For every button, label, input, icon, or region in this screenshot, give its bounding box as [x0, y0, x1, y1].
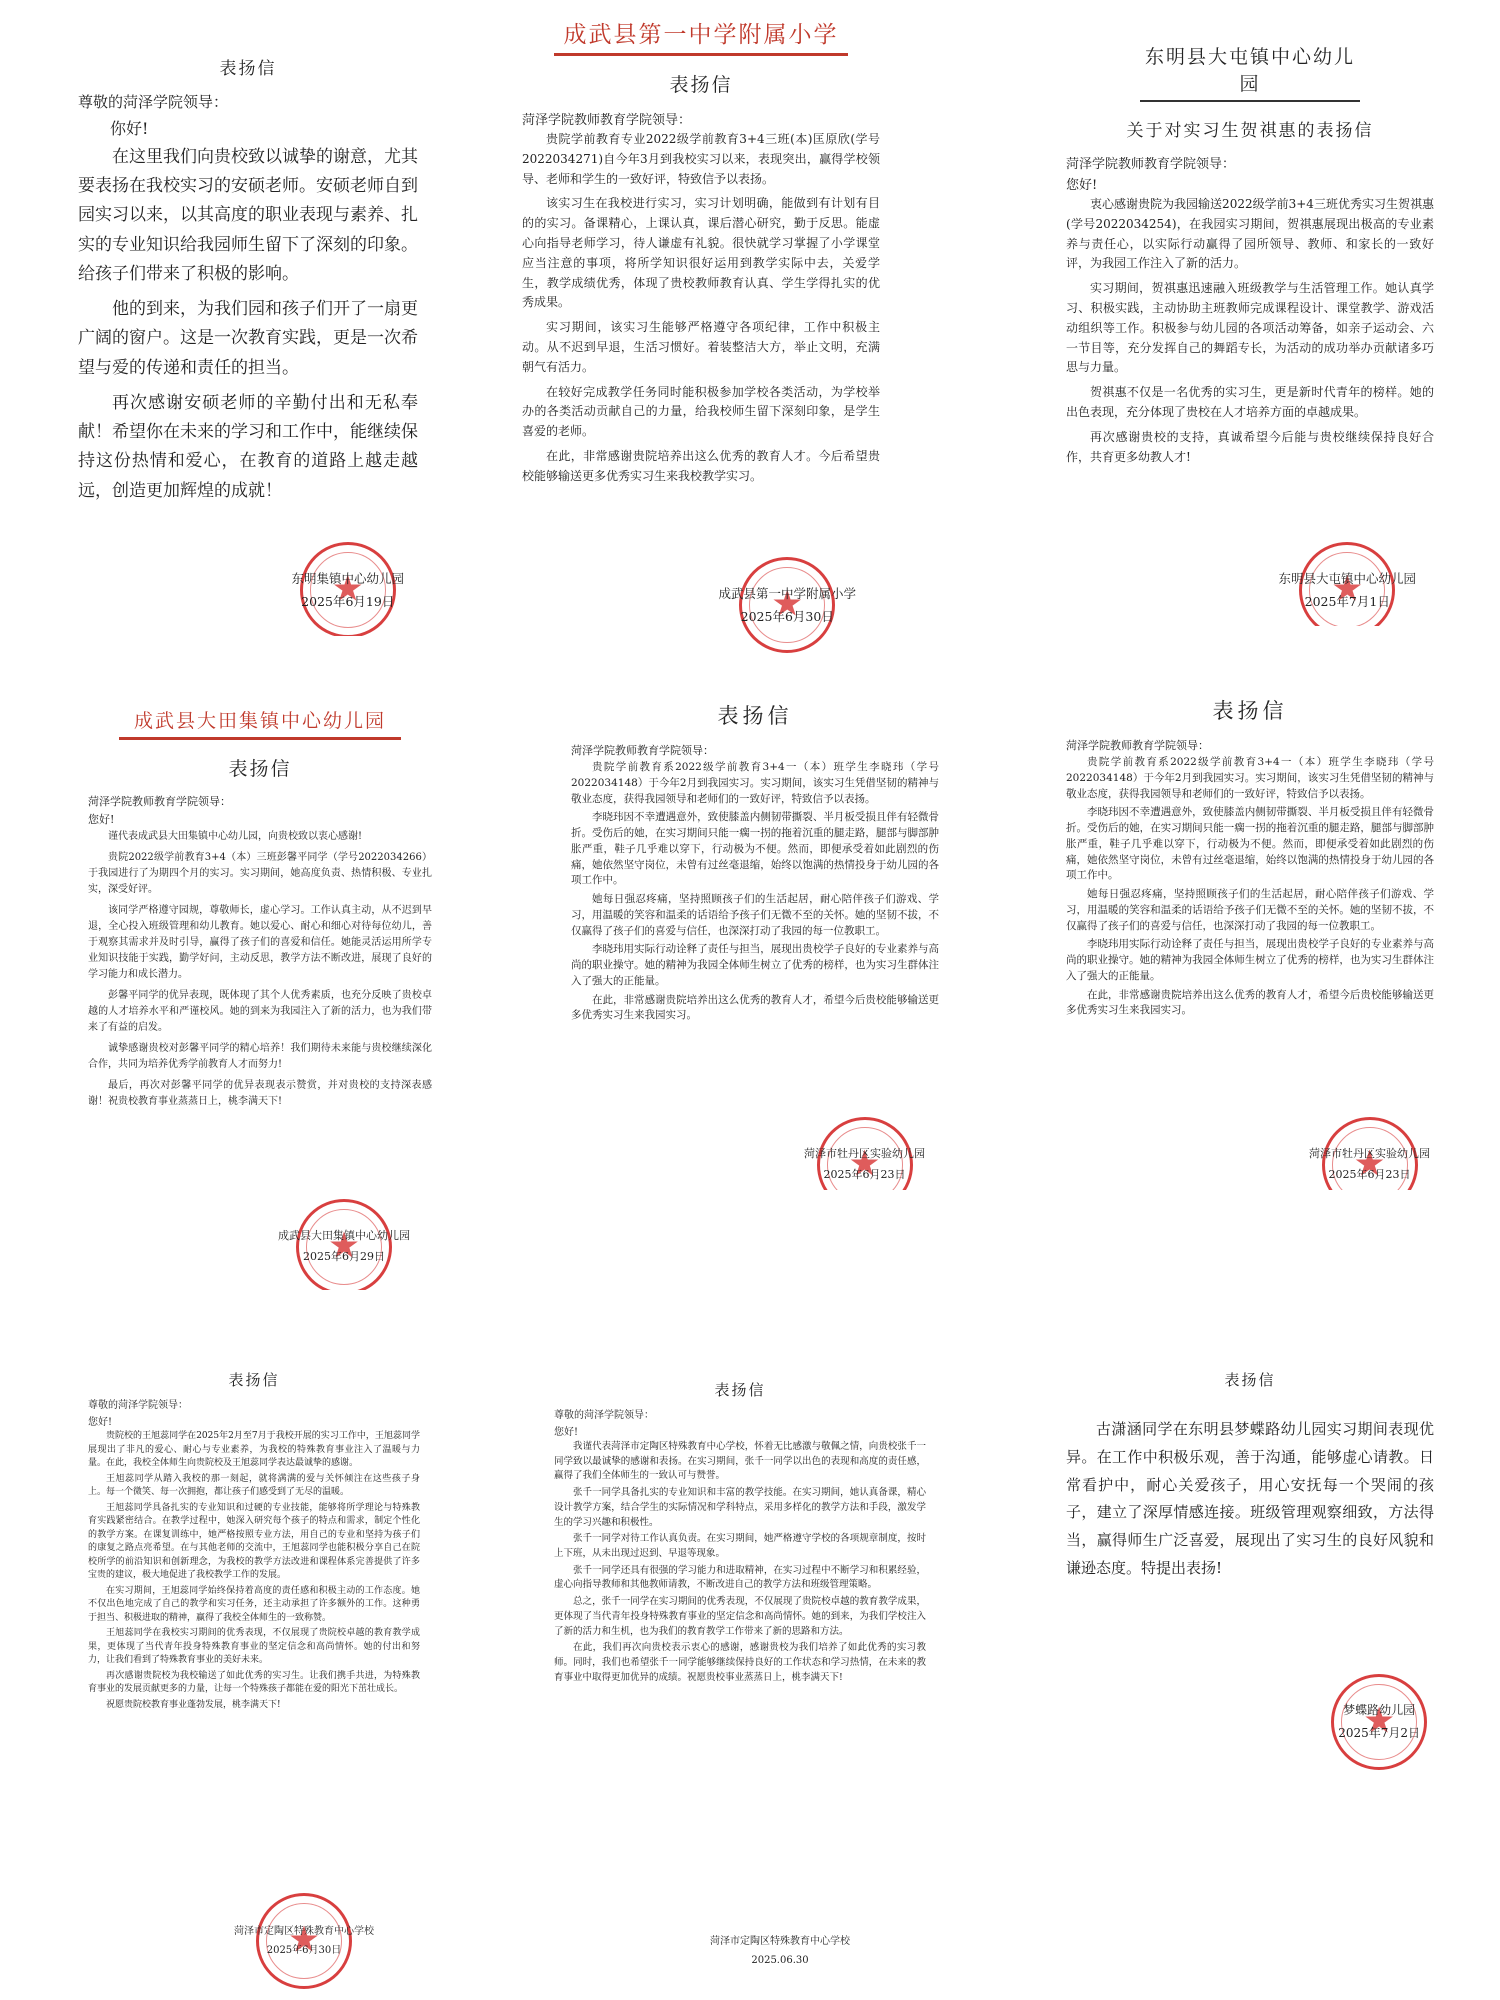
letter-body: [88, 1430, 420, 1712]
letter-paragraph: 李晓玮因不幸遭遇意外，致使膝盖内侧韧带撕裂、半月板受损且伴有轻微骨折。受伤后的她，在实习期间只能一瘸一拐的拖着沉重的腿走路，腿部与脚部肿胀严重，鞋子几乎难以穿下，行动极为不便。然而，即便承受着如此剧烈的伤痛，她依然坚守岗位，未曾有过丝毫退缩，始终以饱满的热情投身于幼儿园的各项工作中。: [571, 811, 939, 887]
letter-date: 2025年7月2日: [1338, 1726, 1420, 1741]
letterhead: 成武县第一中学附属小学: [554, 16, 848, 56]
letter-paragraph: 在这里我们向贵校致以诚挚的谢意，尤其要表扬在我校实习的安硕老师。安硕老师自到园实习以来，以其高度的职业表现与素养、扎实的专业知识给我园师生留下了深刻的印象。给孩子们带来了积极的影响。: [78, 147, 418, 284]
letter-title: 表扬信: [1224, 1371, 1276, 1389]
letter-signature: 菏泽市牡丹区实验幼儿园: [1309, 1147, 1430, 1161]
letter-signature-block: [234, 1922, 374, 1960]
letter-greeting: 您好!: [554, 1427, 579, 1438]
letter-paragraph: 实习期间，该实习生能够严格遵守各项纪律，工作中积极主动。从不迟到早退，生活习惯好。着装整洁大方，举止文明，充满朝气有活力。: [522, 320, 880, 374]
letter-paragraph: 实习期间，贺祺惠迅速融入班级教学与生活管理工作。她认真学习、积极实践，主动协助主班教师完成课程设计、课堂教学、游戏活动组织等工作。积极参与幼儿园的各项活动筹备，如亲子运动会、六一节目等，充分发挥自己的舞蹈专长，为活动的成功举办贡献诸多巧思与力量。: [1066, 281, 1434, 375]
letter-title: 表扬信: [717, 704, 793, 728]
letter-title: 表扬信: [228, 1371, 280, 1389]
letter-anshuo: [52, 26, 444, 636]
letter-signature-block: [1338, 1699, 1420, 1745]
letter-body: [522, 130, 880, 487]
letter-body: [554, 1440, 926, 1686]
letter-signature: 菏泽市定陶区特殊教育中心学校: [710, 1936, 850, 1947]
letter-kuangyuanxin: [496, 0, 906, 655]
letter-signature: 成武县大田集镇中心幼儿园: [278, 1229, 410, 1243]
letter-paragraph: 王旭蕊同学在我校实习期间的优秀表现，不仅展现了贵院校卓越的教育教学成果，更体现了当代青年投身特殊教育事业的坚定信念和高尚情怀。她的付出和努力，让我们看到了特殊教育事业的美好未来。: [88, 1628, 420, 1665]
letter-paragraph: 贵院校的王旭蕊同学在2025年2月至7月于我校开展的实习工作中，王旭蕊同学展现出了非凡的爱心、耐心与专业素养，为我校的特殊教育事业注入了温暖与力量。在此，我校全体师生向贵院校及王旭蕊同学表达最诚挚的感谢。: [88, 1431, 420, 1468]
letter-body: [1066, 1416, 1434, 1583]
letter-paragraph: 我谨代表菏泽市定陶区特殊教育中心学校，怀着无比感激与敬佩之情，向贵校张千一同学致以最诚挚的感谢和表扬。在实习期间，张千一同学以出色的表现和高度的责任感，赢得了我们全体师生的一致认可与赞誉。: [554, 1441, 926, 1482]
letter-body: [571, 760, 939, 1024]
letter-title: 表扬信: [669, 74, 733, 96]
letter-paragraph: 贵院学前教育系2022级学前教育3+4一（本）班学生李晓玮（学号2022034148）于今年2月到我园实习。实习期间，该实习生凭借坚韧的精神与敬业态度，获得我园领导和老师们的一致好评，特致信予以表扬。: [571, 761, 939, 805]
letter-signature: 梦蝶路幼儿园: [1343, 1703, 1416, 1718]
letter-signature: 东明县大屯镇中心幼儿园: [1278, 570, 1416, 586]
letter-paragraph: 他的到来，为我们园和孩子们开了一扇更广阔的窗户。这是一次教育实践，更是一次希望与爱的传递和责任的担当。: [78, 299, 418, 378]
letter-paragraph: 衷心感谢贵院为我园输送2022级学前3+4三班优秀实习生贺祺惠(学号2022034254)，在我园实习期间，贺祺惠展现出极高的专业素养与责任心，以实际行动赢得了园所领导、教师、和家长的一致好评，为我园工作注入了新的活力。: [1066, 197, 1434, 271]
letter-signature: 成武县第一中学附属小学: [718, 585, 856, 601]
letter-title: 表扬信: [1212, 699, 1288, 723]
letter-paragraph: 古潇涵同学在东明县梦蝶路幼儿园实习期间表现优异。在工作中积极乐观，善于沟通，能够虚心请教。日常看护中，耐心关爱孩子，用心安抚每一个哭闹的孩子，建立了深厚情感连接。班级管理观察细致，方法得当，赢得师生广泛喜爱，展现出了实习生的良好风貌和谦逊态度。特提出表扬!: [1066, 1420, 1434, 1577]
letter-paragraph: 李晓玮用实际行动诠释了责任与担当，展现出贵校学子良好的专业素养与高尚的职业操守。她的精神为我园全体师生树立了优秀的榜样，也为实习生群体注入了强大的正能量。: [1066, 938, 1434, 982]
letter-date: 2025.06.30: [751, 1955, 809, 1966]
letter-salutation: 尊敬的菏泽学院领导：: [88, 1400, 188, 1411]
letter-paragraph: 再次感谢贵校的支持，真诚希望今后能与贵校继续保持良好合作，共育更多幼教人才!: [1066, 429, 1434, 464]
letter-paragraph: 贵院学前教育系2022级学前教育3+4一（本）班学生李晓玮（学号2022034148）于今年2月到我园实习。实习期间，该实习生凭借坚韧的精神与敬业态度，获得我园领导和老师们的一致好评，特致信予以表扬。: [1066, 756, 1434, 800]
letterhead: 东明县大屯镇中心幼儿园: [1140, 42, 1361, 102]
letter-paragraph: 诚挚感谢贵校对彭馨平同学的精心培养！我们期待未来能与贵校继续深化合作，共同为培养优秀学前教育人才而努力!: [88, 1043, 432, 1070]
letter-salutation: 菏泽学院教师教育学院领导：: [571, 744, 714, 757]
letter-paragraph: 在此，非常感谢贵院培养出这么优秀的教育人才，希望今后贵校能够输送更多优秀实习生来我园实习。: [1066, 988, 1434, 1017]
letter-signature-block: [804, 1144, 925, 1186]
letter-paragraph: 祝愿贵院校教育事业蓬勃发展，桃李满天下!: [106, 1699, 281, 1710]
letter-signature-block: [718, 582, 856, 630]
letter-paragraph: 再次感谢安硕老师的辛勤付出和无私奉献！希望你在未来的学习和工作中，能继续保持这份热情和爱心，在教育的道路上越走越远，创造更加辉煌的成就！: [78, 392, 418, 501]
letter-title: 表扬信: [228, 758, 292, 780]
letter-greeting: 您好!: [88, 813, 115, 826]
letter-date: 2025年6月19日: [301, 594, 395, 610]
letter-paragraph: 张千一同学具备扎实的专业知识和丰富的教学技能。在实习期间，她认真备课，精心设计教学方案，结合学生的实际情况和学科特点，采用多样化的教学方法和手段，激发学生的学习兴趣和积极性。: [554, 1487, 926, 1528]
letter-guxiaohan: [1040, 1355, 1460, 1835]
letter-paragraph: 最后，再次对彭馨平同学的优异表现表示赞赏，并对贵校的支持深表感谢！祝贵校教育事业蒸蒸日上，桃李满天下!: [88, 1080, 432, 1107]
letter-title: 表扬信: [219, 59, 277, 79]
letter-greeting: 你好!: [110, 119, 149, 138]
letter-date: 2025年6月29日: [303, 1250, 385, 1264]
letter-paragraph: 彭馨平同学的优异表现，既体现了其个人优秀素质，也充分反映了贵校卓越的人才培养水平和严谨校风。她的到来为我园注入了新的活力，也为我们带来了有益的启发。: [88, 990, 432, 1033]
letter-paragraph: 王旭蕊同学从踏入我校的那一刻起，就将满满的爱与关怀倾注在这些孩子身上。每一个微笑、每一次拥抱，都让孩子们感受到了无尽的温暖。: [88, 1473, 420, 1497]
letter-paragraph: 该实习生在我校进行实习，实习计划明确，能做到有计划有目的的实习。备课精心，上课认真，课后潜心研究，勤于反思。能虚心向指导老师学习，待人谦虚有礼貌。很快就学习掌握了小学课堂应当注意的事项，将所学知识很好运用到教学实际中去，关爱学生，教学成绩优秀，体现了贵校教师教育认真、学生学得扎实的优秀成果。: [522, 196, 880, 310]
letter-salutation: 菏泽学院教师教育学院领导：: [1066, 739, 1209, 752]
letter-signature-block: [1278, 567, 1416, 615]
letter-title: 关于对实习生贺祺惠的表扬信: [1126, 121, 1374, 141]
letter-heqihui: [1040, 26, 1460, 626]
letter-signature: 东明集镇中心幼儿园: [291, 570, 404, 586]
letter-body: [1066, 195, 1434, 467]
letter-body: [78, 143, 418, 506]
letter-salutation: 菏泽学院教师教育学院领导：: [88, 795, 231, 808]
letter-signature-block: [291, 567, 404, 615]
letter-paragraph: 在此，非常感谢贵院培养出这么优秀的教育人才，希望今后贵校能够输送更多优秀实习生来我园实习。: [571, 993, 939, 1022]
letter-signature-block: [710, 1932, 850, 1970]
letter-title: 表扬信: [714, 1381, 766, 1399]
letter-date: 2025年7月1日: [1304, 594, 1390, 610]
letter-signature-block: [278, 1226, 410, 1268]
letter-paragraph: 在实习期间，王旭蕊同学始终保持着高度的责任感和积极主动的工作态度。她不仅出色地完成了自己的教学和实习任务，还主动承担了许多额外的工作。这种勇于担当、积极进取的精神，赢得了我校全体师生的一致称赞。: [88, 1585, 420, 1623]
letter-paragraph: 贵院学前教育专业2022级学前教育3+4三班(本)匡原欣(学号2022034271)自今年3月到我校实习以来，表现突出，赢得学校领导、老师和学生的一致好评，特致信予以表扬。: [522, 132, 880, 186]
letter-lixiaowei-2: [1040, 675, 1460, 1190]
letter-salutation: 菏泽学院教师教育学院领导：: [522, 113, 692, 128]
letter-salutation: 尊敬的菏泽学院领导：: [554, 1410, 654, 1421]
letter-date: 2025年6月30日: [740, 609, 834, 625]
letter-paragraph: 贺祺惠不仅是一名优秀的实习生，更是新时代青年的榜样。她的出色表现，充分体现了贵校在人才培养方面的卓越成果。: [1066, 385, 1434, 419]
letter-salutation: 菏泽学院教师教育学院领导：: [1066, 157, 1236, 172]
letter-paragraph: 总之，张千一同学在实习期间的优秀表现，不仅展现了贵院校卓越的教育教学成果，更体现了当代青年投身特殊教育事业的坚定信念和高尚情怀。她的到来，为我们学校注入了新的活力和生机，也为我们的教育教学工作带来了新的思路和方法。: [554, 1596, 926, 1637]
letter-paragraph: 王旭蕊同学具备扎实的专业知识和过硬的专业技能，能够将所学理论与特殊教育实践紧密结合。在教学过程中，她深入研究每个孩子的特点和需求，制定个性化的教学方案。在课复训练中，她严格按照专业方法，用自己的专业和坚持为孩子们的康复之路点亮希望。在与其他老师的交流中，王旭蕊同学也能积极分享自己在院校所学的前沿知识和创新理念，为我校的教学方法改进和课程体系完善提供了许多宝贵的建议，极大地促进了我校教学工作的发展。: [88, 1502, 420, 1580]
letter-paragraph: 她每日强忍疼痛，坚持照顾孩子们的生活起居，耐心陪伴孩子们游戏、学习，用温暖的笑容和温柔的话语给予孩子们无微不至的关怀。她的坚韧不拔，不仅赢得了孩子们的喜爱与信任，也深深打动了我园的每一位教职工。: [571, 893, 939, 937]
letter-paragraph: 贵院2022级学前教育3+4（本）三班彭馨平同学（学号2022034266）于我园进行了为期四个月的实习。实习期间，她高度负责、热情积极、专业扎实，深受好评。: [88, 852, 432, 895]
letter-paragraph: 在较好完成教学任务同时能积极参加学校各类活动，为学校举办的各类活动贡献自己的力量，给我校师生留下深刻印象，是学生喜爱的老师。: [522, 384, 880, 439]
letter-paragraph: 张千一同学还具有很强的学习能力和进取精神，在实习过程中不断学习和积累经验，虚心向指导教师和其他教师请教，不断改进自己的教学方法和班级管理策略。: [554, 1564, 926, 1591]
letter-paragraph: 李晓玮因不幸遭遇意外，致使膝盖内侧韧带撕裂、半月板受损且伴有轻微骨折。受伤后的她，在实习期间只能一瘸一拐的拖着沉重的腿走路，腿部与脚部肿胀严重，鞋子几乎难以穿下，行动极为不便。然而，即便承受着如此剧烈的伤痛，她依然坚守岗位，未曾有过丝毫退缩，始终以饱满的热情投身于幼儿园的各项工作中。: [1066, 806, 1434, 882]
letter-lixiaowei-1: [545, 680, 965, 1190]
letter-zhangqianyi: [540, 1365, 940, 2000]
letter-greeting: 您好!: [88, 1417, 113, 1428]
letter-paragraph: 谨代表成武县大田集镇中心幼儿园，向贵校致以衷心感谢!: [108, 831, 363, 842]
letter-paragraph: 该同学严格遵守园规，尊敬师长，虚心学习。工作认真主动，从不迟到早退，全心投入班级管理和幼儿教育。她以爱心、耐心和细心对待每位幼儿，善于观察其需求并及时引导，赢得了孩子们的喜爱和信任。她能灵活运用所学专业知识技能于实践，勤学好问，主动反思，教学方法不断改进，展现了良好的学习能力和成长潜力。: [88, 905, 432, 980]
letter-date: 2025年6月23日: [1328, 1168, 1411, 1182]
letter-wangxurui: [74, 1355, 434, 2000]
letter-greeting: 您好!: [1066, 178, 1098, 193]
letter-signature-block: [1309, 1144, 1430, 1186]
letter-signature: 菏泽市牡丹区实验幼儿园: [804, 1147, 925, 1161]
letter-signature: 菏泽市定陶区特殊教育中心学校: [234, 1926, 374, 1937]
letter-salutation: 尊敬的菏泽学院领导：: [78, 93, 229, 111]
letter-paragraph: 再次感谢贵院校为我校输送了如此优秀的实习生。让我们携手共进，为特殊教育事业的发展贡献更多的力量，让每一个特殊孩子都能在爱的阳光下茁壮成长。: [88, 1670, 420, 1694]
letter-pengxinping: [70, 690, 450, 1290]
letterhead: 成武县大田集镇中心幼儿园: [119, 706, 401, 740]
letter-body: [88, 829, 432, 1110]
letter-paragraph: 在此，我们再次向贵校表示衷心的感谢，感谢贵校为我们培养了如此优秀的实习教师。同时，我们也希望张千一同学能够继续保持良好的工作状态和学习热情，在未来的教育事业中取得更加优异的成绩。祝愿贵校事业蒸蒸日上，桃李满天下!: [554, 1642, 926, 1683]
letter-body: [1066, 755, 1434, 1019]
letter-paragraph: 她每日强忍疼痛，坚持照顾孩子们的生活起居，耐心陪伴孩子们游戏、学习，用温暖的笑容和温柔的话语给予孩子们无微不至的关怀。她的坚韧不拔，不仅赢得了孩子们的喜爱与信任，也深深打动了我园的每一位教职工。: [1066, 888, 1434, 932]
letter-paragraph: 张千一同学对待工作认真负责。在实习期间，她严格遵守学校的各项规章制度，按时上下班，从未出现过迟到、早退等现象。: [554, 1533, 926, 1560]
letter-date: 2025年6月30日: [266, 1945, 342, 1956]
letter-paragraph: 李晓玮用实际行动诠释了责任与担当，展现出贵校学子良好的专业素养与高尚的职业操守。她的精神为我园全体师生树立了优秀的榜样，也为实习生群体注入了强大的正能量。: [571, 943, 939, 987]
letter-date: 2025年6月23日: [823, 1168, 906, 1182]
letter-paragraph: 在此，非常感谢贵院培养出这么优秀的教育人才。今后希望贵校能够输送更多优秀实习生来我校教学实习。: [522, 448, 880, 483]
